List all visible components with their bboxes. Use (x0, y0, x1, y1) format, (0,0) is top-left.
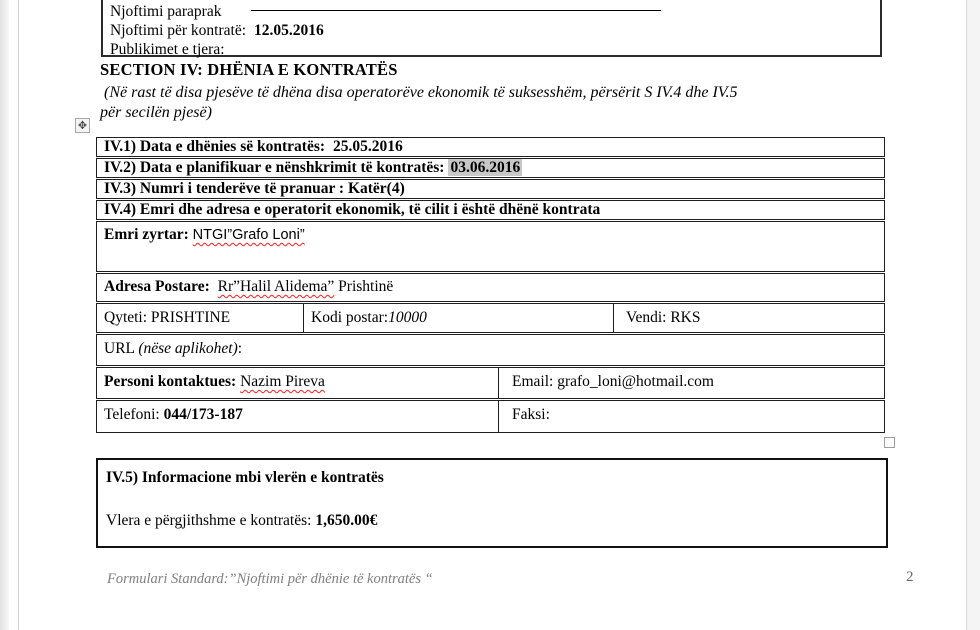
iv3-text: IV.3) Numri i tenderëve të pranuar : Katër(4) (104, 180, 405, 197)
iv1-value: 25.05.2016 (333, 138, 403, 155)
email-cell (499, 368, 884, 398)
postal-code-label: Kodi postar: (311, 309, 389, 326)
table-resize-handle[interactable] (884, 437, 895, 448)
postal-address-label: Adresa Postare: (104, 278, 210, 295)
url-label: URL (104, 340, 135, 357)
other-publications-label: Publikimet e tjera: (110, 41, 225, 58)
fax-label: Faksi: (512, 406, 550, 423)
contact-person-cell (97, 368, 499, 398)
postal-address-value: Rr”Halil Alidema” (217, 278, 335, 295)
row-contact-email (96, 367, 885, 399)
contract-notice-label: Njoftimi për kontratë: (110, 22, 247, 39)
url-note: (nëse aplikohet) (138, 340, 238, 357)
table-move-handle-icon[interactable]: ✥ (75, 118, 90, 133)
postal-code-cell (304, 304, 614, 332)
iv4-text: IV.4) Emri dhe adresa e operatorit ekonomik, të cilit i është dhënë kontrata (104, 201, 601, 218)
contact-person-label: Personi kontaktues: (104, 373, 237, 390)
row-iv4-operator-header (96, 200, 885, 220)
window-left-edge (0, 0, 9, 630)
row-phone-fax (96, 400, 885, 433)
window-right-edge (967, 0, 980, 630)
postal-code-value: 10000 (388, 309, 427, 326)
country-cell (614, 304, 884, 332)
official-name-label: Emri zyrtar: (104, 226, 189, 243)
prior-notice-blank-line[interactable] (251, 10, 661, 11)
row-iv2-signing-date (96, 158, 885, 178)
footer-page-number: 2 (906, 569, 914, 585)
iv5-value: 1,650.00€ (315, 512, 378, 529)
row-iv1-award-date (96, 137, 885, 157)
section-note-line2: për secilën pjesë) (100, 104, 212, 121)
footer-form-name: Formulari Standard:”Njoftimi për dhënie të kontratës “ (107, 571, 433, 587)
iv5-value-label: Vlera e përgjithshme e kontratës: (106, 512, 312, 529)
row-url (96, 334, 885, 366)
row-postal-address (96, 273, 885, 302)
iv2-value-highlighted: 03.06.2016 (450, 159, 521, 176)
phone-value: 044/173-187 (163, 406, 243, 423)
fax-cell (499, 401, 884, 432)
row-iv3-tender-count (96, 179, 885, 199)
page-left-boundary (18, 0, 19, 630)
url-colon: : (237, 340, 243, 357)
postal-address-rest: Prishtinë (338, 278, 394, 295)
city-text: Qyteti: PRISHTINE (104, 309, 231, 326)
email-text: Email: grafo_loni@hotmail.com (512, 373, 714, 390)
publication-table (101, 0, 882, 57)
iv1-label: IV.1) Data e dhënies së kontratës: (104, 138, 326, 155)
prior-notice-row (110, 2, 880, 21)
row-city-postcode-country (96, 303, 885, 333)
row-official-name (96, 221, 885, 272)
iv5-contract-value-box (96, 458, 888, 548)
city-cell (97, 304, 304, 332)
phone-label: Telefoni: (104, 406, 160, 423)
contract-notice-row (110, 21, 880, 40)
iv5-value-line (106, 512, 377, 530)
section-iv-title: SECTION IV: DHËNIA E KONTRATËS (100, 60, 398, 79)
contract-notice-date: 12.05.2016 (254, 22, 324, 39)
official-name-value: NTGI”Grafo Loni” (192, 227, 305, 243)
prior-notice-label: Njoftimi paraprak (110, 3, 222, 20)
contact-person-value: Nazim Pireva (240, 373, 325, 390)
other-publications-row (110, 40, 880, 59)
section-note-line1: (Në rast të disa pjesëve të dhëna disa operatorëve ekonomik të suksesshëm, përsërit S IV.4 dhe IV.5 (104, 84, 738, 101)
phone-cell (97, 401, 499, 432)
country-text: Vendi: RKS (626, 309, 701, 326)
iv2-label: IV.2) Data e planifikuar e nënshkrimit të kontratës: (104, 159, 445, 176)
iv5-title: IV.5) Informacione mbi vlerën e kontratës (106, 469, 384, 486)
